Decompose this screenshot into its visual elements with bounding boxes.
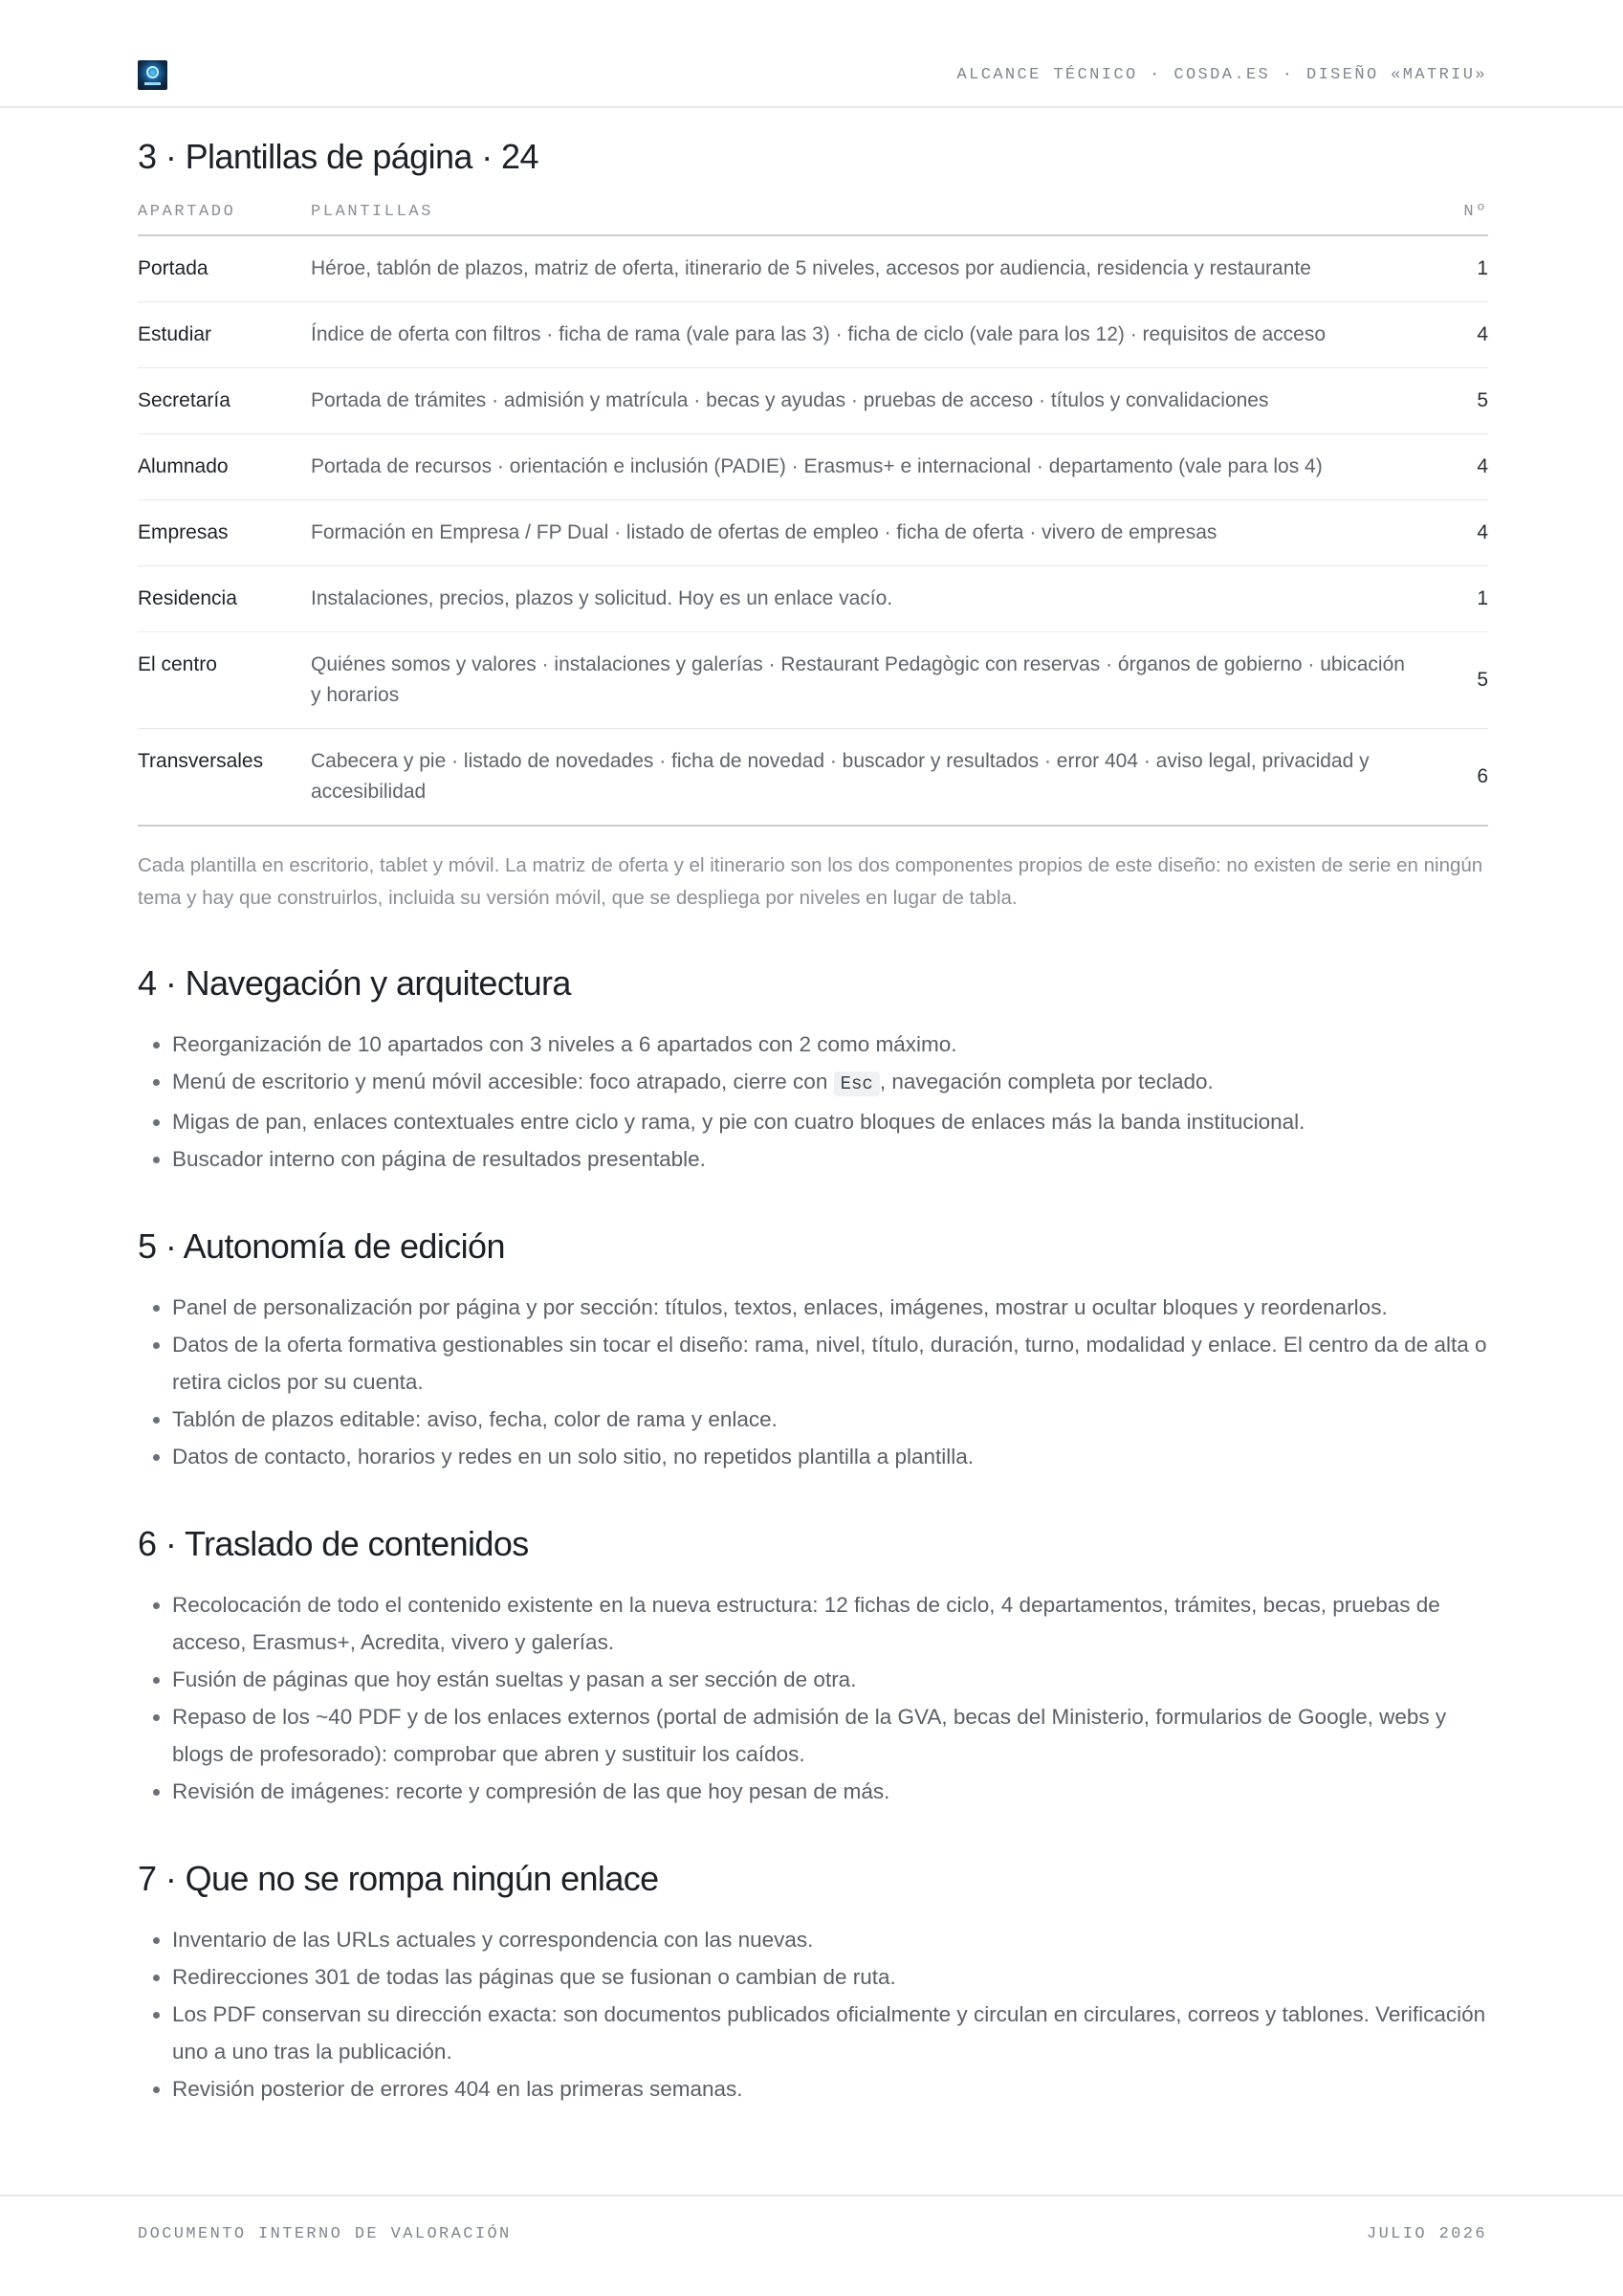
row-plantillas: Índice de oferta con filtros · ficha de rama (vale para las 3) · ficha de ciclo (vale para los 12) · requisitos de acceso (311, 302, 1450, 368)
section-migration (138, 1521, 1488, 1810)
section-editing (138, 1224, 1488, 1475)
table-row (138, 302, 1488, 368)
list-item: • Revisión de imágenes: recorte y compresión de las que hoy pesan de más. (172, 1773, 1488, 1810)
row-count: 1 (1450, 235, 1488, 302)
list-item-text: Menú de escritorio y menú móvil accesible: foco atrapado, cierre con (172, 1070, 834, 1093)
bullet-list (138, 1586, 1488, 1810)
section-title: 6 · Traslado de contenidos (138, 1524, 529, 1563)
table-row (138, 729, 1488, 827)
row-count: 1 (1450, 566, 1488, 632)
list-item: • Datos de contacto, horarios y redes en un solo sitio, no repetidos plantilla a plantilla. (172, 1438, 1488, 1475)
section-templates (138, 134, 1488, 915)
bullet-list (138, 1921, 1488, 2108)
row-apartado: Transversales (138, 729, 311, 827)
section-title: 7 · Que no se rompa ningún enlace (138, 1859, 659, 1898)
row-apartado: Estudiar (138, 302, 311, 368)
row-apartado: Secretaría (138, 368, 311, 434)
list-item: • Los PDF conservan su dirección exacta: son documentos publicados oficialmente y circulan en circulares, correos y tablones. Verificación uno a uno tras la publicación. (172, 1996, 1488, 2070)
table-row (138, 566, 1488, 632)
list-item: • Datos de la oferta formativa gestionables sin tocar el diseño: rama, nivel, título, duración, turno, modalidad y enlace. El centro da de alta o retira ciclos por su cuenta. (172, 1326, 1488, 1401)
section-navigation (138, 960, 1488, 1178)
table-row (138, 434, 1488, 500)
table-note: Cada plantilla en escritorio, tablet y móvil. La matriz de oferta y el itinerario son los dos componentes propios de este diseño: no existen de serie en ningún tema y hay que construirlos, incluida su versión móvil, que se despliega por niveles en lugar de tabla. (138, 854, 1483, 909)
header-caption: ALCANCE TÉCNICO · COSDA.ES · DISEÑO «MATRIU» (956, 66, 1487, 84)
logo-icon (138, 60, 167, 90)
row-plantillas: Héroe, tablón de plazos, matriz de oferta, itinerario de 5 niveles, accesos por audiencia, residencia y restaurante (311, 235, 1450, 302)
list-item-text: , navegación completa por teclado. (879, 1070, 1214, 1093)
bullet-list (138, 1289, 1488, 1475)
list-item: • Recolocación de todo el contenido existente en la nueva estructura: 12 fichas de ciclo, 4 departamentos, trámites, becas, pruebas de acceso, Erasmus+, Acredita, vivero y galerías. (172, 1586, 1488, 1661)
page-header (0, 0, 1623, 108)
footer-left-caption: DOCUMENTO INTERNO DE VALORACIÓN (138, 2225, 512, 2243)
list-item: • Reorganización de 10 apartados con 3 niveles a 6 apartados con 2 como máximo. (172, 1026, 1488, 1063)
table-row (138, 368, 1488, 434)
bullet-list (138, 1026, 1488, 1178)
list-item (172, 1063, 1488, 1103)
list-item: • Fusión de páginas que hoy están sueltas y pasan a ser sección de otra. (172, 1661, 1488, 1698)
list-item: • Redirecciones 301 de todas las páginas que se fusionan o cambian de ruta. (172, 1958, 1488, 1996)
table-header-row (138, 203, 1488, 235)
row-count: 5 (1450, 632, 1488, 729)
row-plantillas: Quiénes somos y valores · instalaciones y galerías · Restaurant Pedagògic con reservas · órganos de gobierno · ubicación y horarios (311, 632, 1450, 729)
section-links (138, 1856, 1488, 2108)
table-row (138, 235, 1488, 302)
list-item: • Tablón de plazos editable: aviso, fecha, color de rama y enlace. (172, 1401, 1488, 1438)
row-apartado: Residencia (138, 566, 311, 632)
table-row (138, 632, 1488, 729)
column-header-plantillas: PLANTILLAS (311, 203, 1450, 235)
row-plantillas: Cabecera y pie · listado de novedades · ficha de novedad · buscador y resultados · error 404 · aviso legal, privacidad y accesibilidad (311, 729, 1450, 827)
row-count: 6 (1450, 729, 1488, 827)
row-apartado: El centro (138, 632, 311, 729)
list-item: • Migas de pan, enlaces contextuales entre ciclo y rama, y pie con cuatro bloques de enlaces más la banda institucional. (172, 1103, 1488, 1140)
row-count: 4 (1450, 434, 1488, 500)
logo-mark (146, 66, 159, 78)
section-title: 4 · Navegación y arquitectura (138, 963, 571, 1003)
page-footer (0, 2195, 1623, 2296)
row-plantillas: Instalaciones, precios, plazos y solicitud. Hoy es un enlace vacío. (311, 566, 1450, 632)
row-count: 5 (1450, 368, 1488, 434)
list-item: • Inventario de las URLs actuales y correspondencia con las nuevas. (172, 1921, 1488, 1958)
row-count: 4 (1450, 500, 1488, 566)
row-plantillas: Portada de trámites · admisión y matrícula · becas y ayudas · pruebas de acceso · títulos y convalidaciones (311, 368, 1450, 434)
column-header-apartado: APARTADO (138, 203, 311, 235)
list-item: • Revisión posterior de errores 404 en las primeras semanas. (172, 2070, 1488, 2108)
row-apartado: Alumnado (138, 434, 311, 500)
templates-table (138, 203, 1488, 827)
row-plantillas: Portada de recursos · orientación e inclusión (PADIE) · Erasmus+ e internacional · departamento (vale para los 4) (311, 434, 1450, 500)
row-count: 4 (1450, 302, 1488, 368)
row-apartado: Empresas (138, 500, 311, 566)
logo-wordmark-bar (144, 82, 161, 85)
section-title: 3 · Plantillas de página · 24 (138, 137, 538, 176)
footer-right-caption: JULIO 2026 (1366, 2225, 1487, 2243)
document-body (138, 134, 1488, 2108)
list-item: • Buscador interno con página de resultados presentable. (172, 1140, 1488, 1178)
list-item: • Repaso de los ~40 PDF y de los enlaces externos (portal de admisión de la GVA, becas del Ministerio, formularios de Google, webs y blogs de profesorado): comprobar que abren y sustituir los caídos. (172, 1698, 1488, 1773)
table-row (138, 500, 1488, 566)
inline-code-esc: Esc (834, 1071, 880, 1096)
list-item: • Panel de personalización por página y por sección: títulos, textos, enlaces, imágenes, mostrar u ocultar bloques y reordenarlos. (172, 1289, 1488, 1326)
column-header-count: Nº (1450, 203, 1488, 235)
section-title: 5 · Autonomía de edición (138, 1226, 505, 1266)
row-apartado: Portada (138, 235, 311, 302)
row-plantillas: Formación en Empresa / FP Dual · listado de ofertas de empleo · ficha de oferta · vivero de empresas (311, 500, 1450, 566)
table-body (138, 235, 1488, 826)
